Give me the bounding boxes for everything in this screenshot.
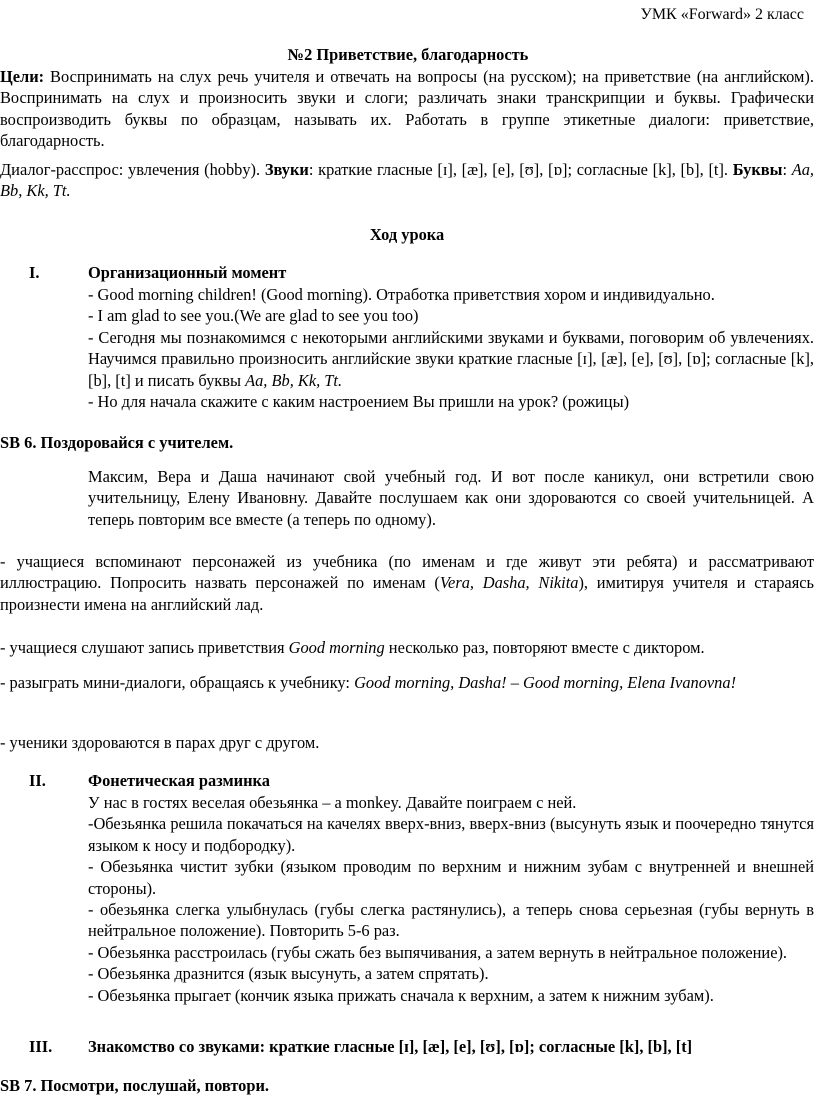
letters-colon: :: [782, 160, 792, 179]
section-title: Организационный момент: [88, 263, 287, 282]
lesson-title: №2 Приветствие, благодарность: [287, 45, 529, 64]
p3-text-a: - разыграть мини-диалоги, обращаясь к учебнику:: [0, 673, 355, 692]
section-body: [88, 792, 814, 1006]
monkey-upset: - Обезьянка расстроилась (губы сжать без выпячивания, а затем вернуть в нейтральное положение).: [88, 942, 788, 962]
sb6-paragraph-4: - ученики здороваются в парах друг с другом.: [0, 733, 320, 752]
section-title: Фонетическая разминка: [88, 771, 270, 790]
letters-label: Буквы: [732, 160, 783, 179]
dialog-paragraph: [0, 159, 814, 202]
mood-line: - Но для начала скажите с каким настроением Вы пришли на урок? (рожицы): [88, 392, 630, 412]
sounds-label: Звуки: [264, 160, 309, 179]
sb6-paragraph-1: [0, 551, 814, 615]
monkey-intro: У нас в гостях веселая обезьянка – a monkey. Давайте поиграем с ней.: [88, 793, 577, 812]
sb6-intro: Максим, Вера и Даша начинают свой учебный год. И вот после каникул, они встретили свою учительницу, Елену Ивановну. Давайте послушаем как они здороваются со своей учительницей. А теперь повторим все вместе (а теперь по одному).: [88, 467, 814, 529]
monkey-swing: -Обезьянка решила покачаться на качелях вверх-вниз, вверх-вниз (высунуть язык и поочередно тянутся языком к носу и подбородку).: [88, 814, 814, 855]
section-number: I.: [29, 263, 40, 282]
today-line: [88, 327, 814, 391]
sb6-paragraph-2: [0, 637, 814, 658]
today-letters: Aa, Bb, Kk, Tt.: [245, 370, 343, 390]
monkey-teeth: - Обезьянка чистит зубки (языком проводим по верхним и нижним зубам с внутренней и внешней стороны).: [88, 857, 814, 898]
today-text: - Сегодня мы познакомимся с некоторыми английскими звуками и буквами, поговорим об увлечениях. Научимся правильно произносить английские звуки краткие гласные [ɪ], [æ], [e], [ʊ], [ɒ]; согласные [k], [b], [t] и писать буквы: [88, 327, 814, 390]
p1-text-c: ), имитируя учителя и стараясь произнести имена на английский лад.: [0, 573, 814, 614]
sb6-paragraph-3: [0, 672, 814, 693]
monkey-smile: - обезьянка слегка улыбнулась (губы слегка растянулись), а теперь снова серьезная (губы вернуть в нейтральное положение). Повторить 5-6 раз.: [88, 900, 814, 941]
sounds-text: : краткие гласные [ɪ], [æ], [e], [ʊ], [ɒ]; согласные [k], [b], [t].: [308, 160, 733, 179]
sb7-heading: SB 7. Посмотри, послушай, повтори.: [0, 1076, 270, 1095]
letters-list: Aa, Bb, Kk, Tt.: [0, 160, 815, 201]
sb6-heading: SB 6. Поздоровайся с учителем.: [0, 433, 234, 452]
goals-label: Цели:: [0, 67, 45, 86]
p1-text-a: - учащиеся вспоминают персонажей из учебника (по именам и где живут эти ребята) и рассматривают иллюстрацию. Попросить назвать персонажей по именам (: [0, 552, 814, 593]
section-body: [88, 284, 814, 412]
section-number: II.: [29, 771, 46, 790]
dialog-text: Диалог-расспрос: увлечения (hobby).: [0, 160, 265, 179]
p2-text-c: несколько раз, повторяют вместе с диктором.: [384, 638, 705, 657]
section-number: III.: [29, 1037, 53, 1056]
course-label: УМК «Forward» 2 класс: [640, 6, 804, 23]
goals-paragraph: [0, 66, 814, 152]
character-names: Vera, Dasha, Nikita: [439, 573, 579, 593]
dialog-example: Good morning, Dasha! – Good morning, Elena Ivanovna!: [354, 673, 737, 692]
monkey-jump: - Обезьянка прыгает (кончик языка прижать сначала к верхним, а затем к нижним зубам).: [88, 985, 714, 1005]
course-heading: Ход урока: [369, 225, 445, 244]
p2-text-a: - учащиеся слушают запись приветствия: [0, 638, 289, 657]
goals-text: Воспринимать на слух речь учителя и отвечать на вопросы (на русском); на приветствие (на английском). Воспринимать на слух и произносить звуки и слоги; различать знаки транскрипции и буквы. Графически воспроизводить буквы по образцам, называть их. Работать в группе этикетные диалоги: приветствие, благодарность.: [0, 67, 814, 151]
greeting-line: - Good morning children! (Good morning). Отработка приветствия хором и индивидуально.: [88, 285, 715, 304]
good-morning-phrase: Good morning: [288, 638, 385, 657]
monkey-tease: - Обезьянка дразнится (язык высунуть, а затем спрятать).: [88, 964, 489, 984]
glad-line: - I am glad to see you.(We are glad to see you too): [88, 306, 419, 326]
section-title: Знакомство со звуками: краткие гласные [ɪ], [æ], [e], [ʊ], [ɒ]; согласные [k], [b], [t]: [88, 1037, 693, 1056]
